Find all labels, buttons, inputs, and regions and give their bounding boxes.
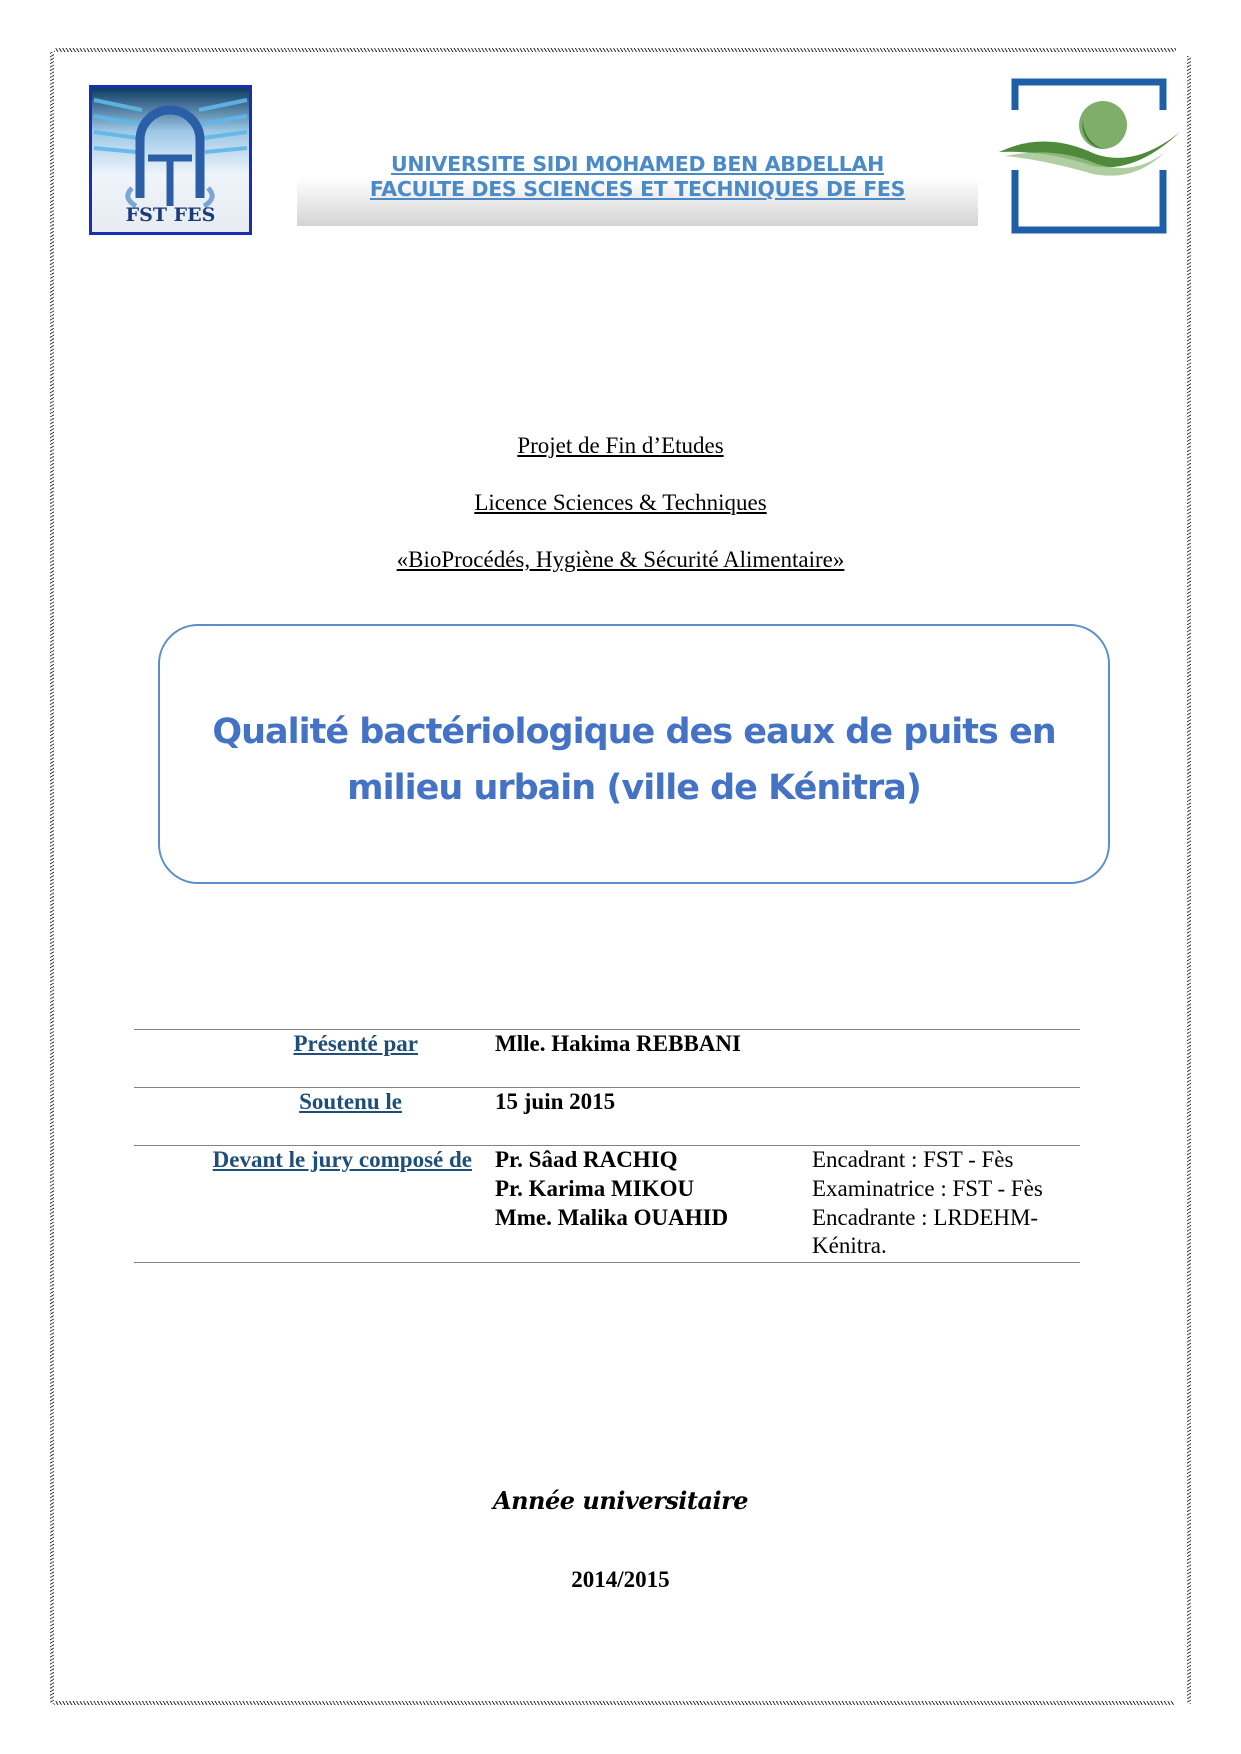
jury-member-role: Examinatrice : FST - Fès bbox=[812, 1176, 1043, 1201]
fst-fes-logo bbox=[89, 85, 252, 235]
university-name: UNIVERSITE SIDI MOHAMED BEN ABDELLAH bbox=[391, 152, 884, 176]
student-name: Mlle. Hakima REBBANI bbox=[495, 1031, 741, 1056]
fst-fes-logo-text: FST FES bbox=[125, 204, 216, 226]
university-banner bbox=[297, 152, 978, 226]
degree-name: Licence Sciences & Techniques bbox=[474, 490, 767, 515]
table-divider bbox=[134, 1087, 1080, 1088]
jury-member-name: Pr. Sâad RACHIQ bbox=[495, 1147, 678, 1172]
jury-member-role-continuation: Kénitra. bbox=[812, 1233, 887, 1258]
table-divider bbox=[134, 1145, 1080, 1146]
thesis-title bbox=[160, 704, 1108, 816]
page-border-top bbox=[54, 48, 1176, 52]
program-name: «BioProcédés, Hygiène & Sécurité Alimentaire» bbox=[396, 547, 845, 572]
table-divider bbox=[134, 1029, 1080, 1030]
jury-member-role: Encadrante : LRDEHM- bbox=[812, 1205, 1039, 1230]
health-emblem-icon bbox=[985, 70, 1180, 250]
ministry-health-logo bbox=[985, 70, 1180, 250]
page-border-right bbox=[1187, 56, 1191, 1704]
table-divider bbox=[134, 1262, 1080, 1263]
thesis-title-box bbox=[158, 624, 1110, 884]
project-type: Projet de Fin d’Etudes bbox=[517, 433, 724, 458]
academic-year-label: Année universitaire bbox=[492, 1486, 749, 1515]
jury-member-name: Mme. Malika OUAHID bbox=[495, 1205, 729, 1230]
defended-on-label: Soutenu le bbox=[299, 1089, 402, 1114]
jury-member-name: Pr. Karima MIKOU bbox=[495, 1176, 695, 1201]
defense-date: 15 juin 2015 bbox=[495, 1089, 616, 1114]
page-border-bottom bbox=[54, 1701, 1174, 1705]
presented-by-label: Présenté par bbox=[293, 1031, 418, 1056]
thesis-title-line-1: Qualité bactériologique des eaux de puits en bbox=[212, 712, 1056, 752]
jury-member-role: Encadrant : FST - Fès bbox=[812, 1147, 1014, 1172]
faculty-name: FACULTE DES SCIENCES ET TECHNIQUES DE FES bbox=[369, 177, 906, 201]
jury-label: Devant le jury composé de bbox=[212, 1147, 472, 1172]
thesis-title-line-2: milieu urbain (ville de Kénitra) bbox=[347, 768, 921, 808]
page-border-left bbox=[50, 52, 54, 1704]
academic-year: 2014/2015 bbox=[571, 1567, 670, 1592]
